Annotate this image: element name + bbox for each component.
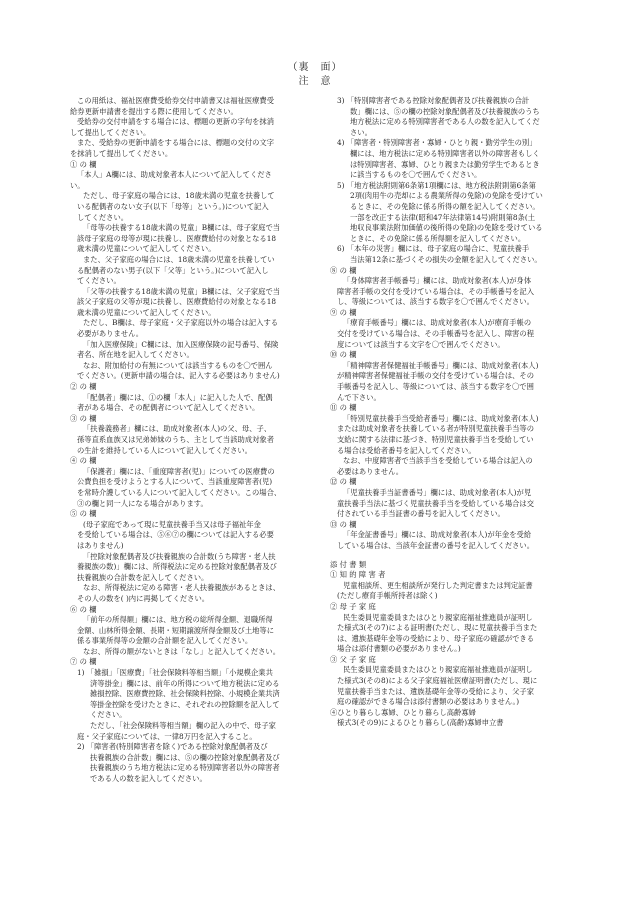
- text-line: 「扶養義務者」欄には、助成対象者(本人)の父、母、子、: [83, 424, 272, 434]
- text-line: 必要がありません。: [77, 329, 144, 339]
- text-line: 5) 「地方税法附則第6条第1項欄には、地方税法附則第6条第: [337, 180, 536, 190]
- text-line: ときに、その免除に係る所得額を記入してください。: [350, 233, 526, 243]
- text-line: 等掛金控除を受けたときに、それぞれの控除額を記入して: [90, 699, 280, 709]
- text-line: 交付を受けている場合は、その手帳番号を記入し、障害の程: [337, 329, 535, 339]
- text-line: ⑨ の 欄: [330, 307, 357, 317]
- text-line: なお、所得の額がないときは「なし」と記入してください。: [83, 646, 281, 656]
- text-line: 金額、山林所得金額、長期・短期譲渡所得金額及び土地等に: [77, 625, 275, 635]
- text-line: 雑損控除、医療費控除、社会保険料控除、小規模企業共済: [90, 689, 280, 699]
- text-line: なお、中度障害者で当該手当を受給している場合は記入の: [343, 456, 533, 466]
- text-line: 支給に関する法律に基づき、特別児童扶養手当を受給してい: [337, 435, 534, 444]
- text-line: (母子家庭であって現に児童扶養手当又は母子福祉年金: [83, 519, 261, 529]
- text-line: でください。(更新申請の場合は、記入する必要はありません): [77, 371, 280, 381]
- text-line: ④ひとり暮らし寡婦、ひとり暮らし高齢寡婦: [330, 707, 476, 717]
- text-line: 場合は添付書類の必要がありません。): [337, 644, 461, 654]
- text-line: 「母等の扶養する18歳未満の児童」B欄には、母子家庭で当: [83, 223, 281, 233]
- text-line: 「本人」A欄には、助成対象者本人について記入してくださ: [77, 170, 272, 180]
- text-line: ② の 欄: [70, 382, 97, 392]
- text-line: 庭・父子家庭については、一律8万円を記入すること。: [77, 731, 257, 741]
- text-line: ⑧ の 欄: [330, 265, 357, 275]
- text-line: 「精神障害者保健福祉手帳番号」欄には、助成対象者(本人): [343, 360, 539, 370]
- text-line: いる配偶者のない女子(以下「母等」という。)について記入: [77, 201, 269, 211]
- text-line: し、等級については、該当する数字を〇で囲んでください。: [337, 297, 534, 307]
- text-line: 扶養親族のうち地方税法に定める特別障害者以外の障害者: [90, 763, 280, 773]
- text-line: 「配偶者」欄には、①の欄「本人」に記入した人で、配偶: [83, 392, 273, 402]
- text-line: 受給券の交付申請をする場合には、標題の更新の字句を抹消: [77, 117, 275, 127]
- text-line: ③ の 欄: [70, 413, 97, 423]
- text-line: 民生委員児童委員またはひとり親家庭福祉推進員が証明し: [343, 665, 533, 675]
- text-line: 一部を改正する法律(昭和47年法律第14号)附則第8条(土: [350, 212, 535, 222]
- text-line: 様式3(その9)によるひとり暮らし(高齢)寡婦申立書: [337, 718, 504, 728]
- text-line: 手帳番号を記入し、等級については、該当する数字を〇で囲: [337, 382, 534, 392]
- text-line: その人の数を( )内に再掲してください。: [77, 593, 210, 603]
- text-line: た様式3(その7)による証明書(ただし、現に児童扶養手当また: [337, 623, 538, 633]
- text-line: している場合は、当該年金証書の番号を記入してください。: [337, 540, 535, 550]
- text-line: ④ の 欄: [70, 456, 97, 466]
- text-line: た様式3(その8)による父子家庭福祉医療証明書(ただし、現に: [337, 676, 538, 686]
- text-line: 必要はありません。: [337, 466, 404, 476]
- text-line: この用紙は、福祉医療費受給券交付申請書又は福祉医療費受: [77, 96, 275, 105]
- text-line: 6) 「本年の災害」欄には、母子家庭の場合に、児童扶養手: [337, 244, 530, 254]
- right-column: [330, 96, 592, 729]
- text-line: るときに、その免除に係る所得の額を記入してください。: [350, 201, 540, 211]
- text-line: 扶養親族の合計数を記入してください。: [77, 572, 209, 582]
- text-line: ただし、「社会保険料等相当額」欄の記入の中で、母子家: [90, 721, 276, 731]
- text-line: る場合は受給者番号を記入してください。: [337, 445, 476, 455]
- left-column: [70, 96, 332, 785]
- text-line: ⑤ の 欄: [70, 509, 97, 519]
- text-line: 地収良事業法附加価値の後所得の免除)の免除を受けている: [350, 223, 543, 233]
- text-line: さい。: [350, 127, 372, 137]
- text-line: 1) 「雑損」「医療費」「社会保険料等相当額」「小規模企業共: [77, 668, 273, 678]
- text-line: 童扶養手当法に基づく児童扶養手当を受給している場合は交: [337, 498, 535, 508]
- text-line: 「身体障害者手帳番号」欄には、助成対象者(本人)が身体: [343, 276, 532, 286]
- text-line: 児童相談所、更生相談所が発行した判定書または判定証書: [343, 580, 533, 590]
- text-line: ③ 父 子 家 庭: [330, 654, 376, 664]
- text-line: の生計を維持している人について記入してください。: [77, 445, 252, 455]
- text-line: 「加入医療保険」C欄には、加入医療保険の記号番号、保険: [83, 339, 279, 349]
- text-line: ② 母 子 家 庭: [330, 601, 376, 611]
- text-line: い。: [70, 180, 85, 190]
- text-line: 「保護者」欄には、「重度障害者(児)」についての医療費の: [83, 466, 275, 476]
- text-line: ⑪ の 欄: [330, 403, 357, 413]
- text-line: 「療育手帳番号」欄には、助成対象者(本人)が療育手帳の: [343, 318, 532, 328]
- text-line: てください。: [77, 276, 121, 286]
- text-line: して提出してください。: [70, 127, 151, 137]
- text-line: ください。: [90, 710, 127, 720]
- text-line: ただし、母子家庭の場合には、18歳未満の児童を扶養して: [83, 191, 275, 201]
- text-line: は特別障害者、寡婦、ひとり親または勤労学生であるとき: [350, 159, 540, 169]
- text-line: 済等掛金」欄には、前年の所得について地方税法に定める: [90, 678, 280, 688]
- text-line: 3) 「特別障害者である控除対象配偶者及び扶養親族の合計: [337, 96, 530, 105]
- text-line: る配偶者のない男子(以下「父等」という。)について記入し: [77, 265, 269, 275]
- text-line: 庭の確認ができる場合は添付書類の必要はありません。): [337, 697, 520, 707]
- text-line: 係る事業所得等の金額の合計額を記入してください。: [77, 636, 253, 646]
- text-line: 者名、所在地を記入してください。: [77, 350, 194, 360]
- text-line: 当法第12条に基づくその損失の金額を記入してください。: [350, 254, 542, 264]
- text-line: 歳未満の児童について記入してください。: [77, 307, 216, 317]
- text-line: なお、所得税法に定める障害・老人扶養親族があるときは、: [83, 583, 281, 593]
- text-line: 欄には、地方税法に定める特別障害者以外の障害者もしく: [350, 148, 540, 158]
- text-line: 2) 「障害者(特別障害者を除く)である控除対象配偶者及び: [77, 742, 268, 752]
- text-line: ⑥ の 欄: [70, 604, 97, 614]
- notes-title: 注 意: [298, 76, 332, 87]
- text-line: 養親族の数)」欄には、所得税法に定める控除対象配偶者及び: [77, 562, 277, 572]
- text-line: 該父子家庭の父等が現に扶養し、医療費給付の対象となる18: [77, 297, 277, 307]
- text-line: 「前年の所得額」欄には、地方税の総所得金額、退職所得: [83, 615, 273, 625]
- text-line: 「年金証書番号」欄には、助成対象者(本人)が年金を受給: [343, 530, 532, 540]
- text-line: ⑬ の 欄: [330, 519, 357, 529]
- text-line: 「控除対象配偶者及び扶養親族の合計数(うち障害・老人扶: [83, 551, 276, 561]
- text-line: また、父子家庭の場合には、18歳未満の児童を扶養してい: [83, 254, 275, 264]
- text-line: 障害者手帳の交付を受けている場合は、その手帳番号を記入: [337, 286, 535, 296]
- text-line: 4) 「障害者・特別障害者・寡婦・ひとり親・勤労学生の別」: [337, 138, 537, 148]
- text-line: を受給している場合は、⑤⑥⑦の欄については記入する必要: [77, 530, 274, 540]
- text-line: ① の 欄: [70, 159, 97, 169]
- text-line: である人の数を記入してください。: [90, 774, 207, 783]
- text-line: んで下さい。: [337, 392, 381, 402]
- text-line: また、受給券の更新申請をする場合には、標題の交付の文字: [77, 138, 275, 148]
- text-line: 孫等直系血族又は兄弟姉妹のうち、主として当該助成対象者: [77, 435, 275, 444]
- text-line: 児童扶養手当または、遺族基礎年金等の受給により、父子家: [337, 686, 535, 696]
- text-line: ただし、B欄は、母子家庭・父子家庭以外の場合は記入する: [83, 318, 279, 328]
- text-line: 公費負担を受けようとする人について、当該重度障害者(児): [77, 477, 273, 487]
- text-line: なお、附加給付の有無については該当するものを〇で囲ん: [83, 360, 273, 370]
- text-line: 民生委員児童委員またはひとり親家庭福祉推進員が証明し: [343, 612, 533, 622]
- text-line: 度については該当する文字を〇で囲んでください。: [337, 339, 505, 349]
- text-line: は、遺族基礎年金等の受給により、母子家庭の確認ができる: [337, 633, 535, 643]
- text-line: (ただし療育手帳所持者は除く): [337, 591, 438, 601]
- text-line: 2項(肉用牛の売却による農業所得の免除)の免除を受けてい: [350, 191, 543, 201]
- text-line: ⑦ の 欄: [70, 657, 97, 667]
- text-line: 「児童扶養手当証書番号」欄には、助成対象者(本人)が児: [343, 487, 532, 497]
- text-line: 歳未満の児童について記入してください。: [77, 244, 216, 254]
- text-line: 扶養親族の合計数」欄には、⑤の欄の控除対象配偶者及び: [90, 752, 280, 762]
- text-line: ⑫ の 欄: [330, 477, 357, 487]
- text-line: を抹消して提出してください。: [70, 148, 173, 158]
- text-line: 該母子家庭の母等が現に扶養し、医療費給付の対象となる18: [77, 233, 277, 243]
- text-line: ③の欄と同一人になる場合があります。: [77, 498, 208, 508]
- text-line: ⑩ の 欄: [330, 350, 357, 360]
- text-line: はありません): [77, 540, 124, 550]
- text-line: 数」欄には、⑤の欄の控除対象配偶者及び扶養親族のうち: [350, 106, 540, 116]
- text-line: に該当するものを〇で囲んでください。: [350, 170, 482, 180]
- text-line: 「特別児童扶養手当受給者番号」欄には、助成対象者(本人): [343, 413, 539, 423]
- spacer: [330, 552, 592, 560]
- text-line: 地方税法に定める特別障害者である人の数を記入してくだ: [350, 117, 540, 127]
- text-line: ① 知 的 障 害 者: [330, 570, 386, 580]
- text-line: してください。: [77, 212, 129, 222]
- text-line: 「父等の扶養する18歳未満の児童」B欄には、父子家庭で当: [83, 286, 281, 296]
- text-line: 付されている手当証書の番号を記入してください。: [337, 509, 505, 519]
- text-line: 給券更新申請書を提出する際に使用してください。: [70, 106, 238, 116]
- text-line: を常時介護している人について記入してください。この場合、: [77, 487, 282, 497]
- page-heading: （裏 面）: [287, 62, 343, 73]
- text-line: 者がある場合、その配偶者について記入してください。: [77, 403, 260, 413]
- text-line: 添 付 書 類: [330, 559, 367, 569]
- text-line: が精神障害者保健福祉手帳の交付を受けている場合は、その: [337, 371, 535, 381]
- text-line: または助成対象者を扶養している者が特別児童扶養手当等の: [337, 424, 535, 434]
